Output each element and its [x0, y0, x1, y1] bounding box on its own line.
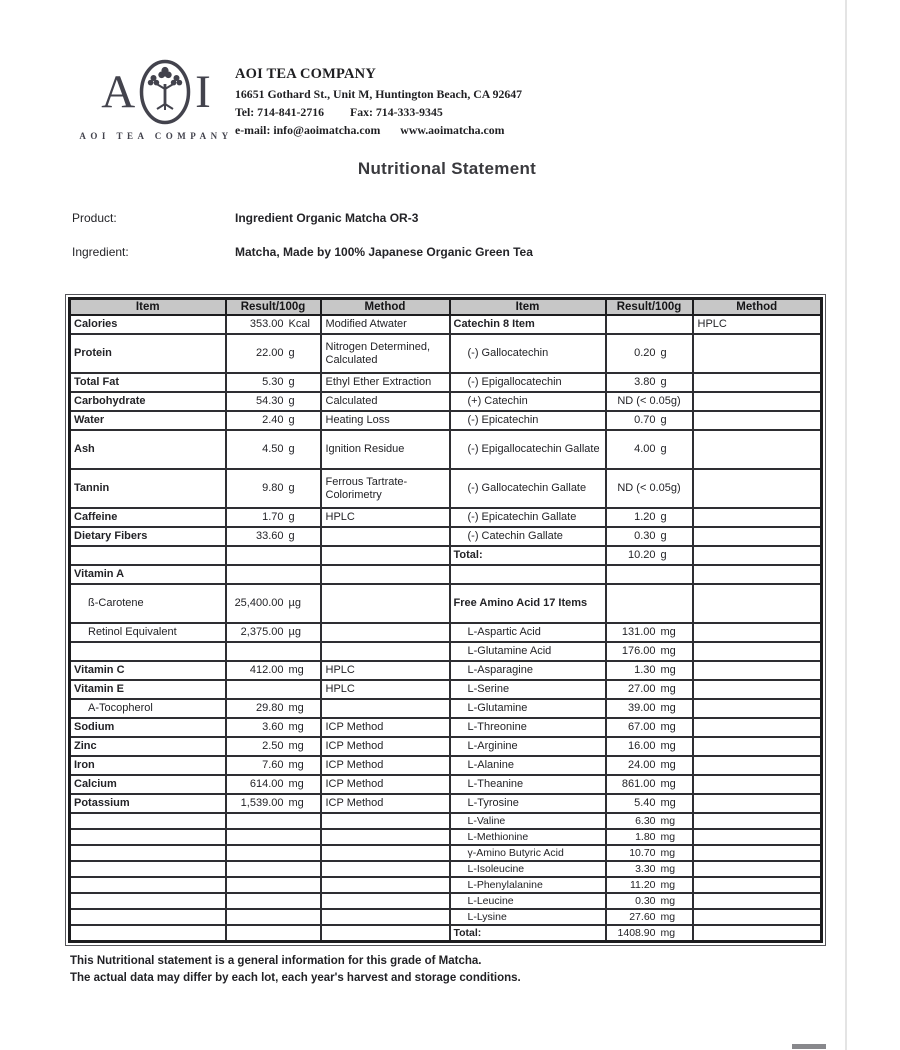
item-cell: Iron: [70, 756, 226, 775]
method-cell: [321, 642, 450, 661]
item-cell: L-Methionine: [450, 829, 606, 845]
item-cell: [70, 546, 226, 565]
result-cell: 39.00 mg: [606, 699, 693, 718]
result-cell: 6.30 mg: [606, 813, 693, 829]
table-row: [70, 861, 822, 877]
method-cell: ICP Method: [321, 718, 450, 737]
result-cell: [226, 909, 321, 925]
result-cell: [606, 584, 693, 623]
method-cell: [321, 909, 450, 925]
result-cell: 2.50 mg: [226, 737, 321, 756]
result-cell: 1.80 mg: [606, 829, 693, 845]
method-cell: [693, 794, 822, 813]
item-cell: γ-Amino Butyric Acid: [450, 845, 606, 861]
result-cell: 10.20 g: [606, 546, 693, 565]
item-cell: Retinol Equivalent: [70, 623, 226, 642]
table-row: [70, 334, 822, 373]
item-cell: (-) Gallocatechin Gallate: [450, 469, 606, 508]
result-cell: 5.40 mg: [606, 794, 693, 813]
result-cell: 4.50 g: [226, 430, 321, 469]
table-row: [70, 775, 822, 794]
item-cell: Sodium: [70, 718, 226, 737]
method-cell: [693, 775, 822, 794]
method-cell: [693, 699, 822, 718]
method-cell: Ethyl Ether Extraction: [321, 373, 450, 392]
method-cell: [693, 411, 822, 430]
item-cell: Protein: [70, 334, 226, 373]
table-row: [70, 813, 822, 829]
table-row: [70, 680, 822, 699]
table-row: [70, 584, 822, 623]
item-cell: ß-Carotene: [70, 584, 226, 623]
table-row: [70, 392, 822, 411]
method-cell: ICP Method: [321, 775, 450, 794]
result-cell: [226, 861, 321, 877]
result-cell: 353.00 Kcal: [226, 315, 321, 334]
item-cell: A-Tocopherol: [70, 699, 226, 718]
result-cell: [606, 315, 693, 334]
table-row: [70, 893, 822, 909]
result-cell: 3.80 g: [606, 373, 693, 392]
item-cell: [70, 829, 226, 845]
method-cell: Ferrous Tartrate-Colorimetry: [321, 469, 450, 508]
table-row: [70, 469, 822, 508]
result-cell: ND (< 0.05g): [606, 392, 693, 411]
column-header: Method: [321, 299, 450, 316]
table-header-row: [70, 299, 822, 316]
item-cell: [70, 893, 226, 909]
item-cell: (-) Catechin Gallate: [450, 527, 606, 546]
table-row: [70, 527, 822, 546]
company-logo: [74, 58, 238, 141]
method-cell: HPLC: [321, 508, 450, 527]
method-cell: [693, 737, 822, 756]
result-cell: 11.20 mg: [606, 877, 693, 893]
item-cell: L-Leucine: [450, 893, 606, 909]
table-row: [70, 737, 822, 756]
method-cell: Modified Atwater: [321, 315, 450, 334]
item-cell: (-) Epigallocatechin Gallate: [450, 430, 606, 469]
result-cell: 614.00 mg: [226, 775, 321, 794]
item-cell: Total:: [450, 925, 606, 941]
company-tel: Tel: 714-841-2716: [235, 105, 325, 119]
method-cell: [693, 680, 822, 699]
item-cell: (+) Catechin: [450, 392, 606, 411]
method-cell: [693, 546, 822, 565]
table-row: [70, 794, 822, 813]
column-header: Result/100g: [226, 299, 321, 316]
item-cell: (-) Epigallocatechin: [450, 373, 606, 392]
table-row: [70, 508, 822, 527]
method-cell: [321, 813, 450, 829]
item-cell: L-Arginine: [450, 737, 606, 756]
item-cell: Total:: [450, 546, 606, 565]
company-name: AOI TEA COMPANY: [235, 66, 377, 82]
item-cell: Vitamin E: [70, 680, 226, 699]
table-row: [70, 642, 822, 661]
footer-note: [70, 953, 521, 988]
column-header: Result/100g: [606, 299, 693, 316]
item-cell: L-Alanine: [450, 756, 606, 775]
item-cell: L-Lysine: [450, 909, 606, 925]
page-title: Nutritional Statement: [357, 159, 537, 178]
table-row: [70, 845, 822, 861]
result-cell: 4.00 g: [606, 430, 693, 469]
table-row: [70, 411, 822, 430]
method-cell: Heating Loss: [321, 411, 450, 430]
item-cell: L-Theanine: [450, 775, 606, 794]
method-cell: [693, 845, 822, 861]
company-contact-line: [235, 123, 522, 138]
item-cell: L-Glutamine: [450, 699, 606, 718]
item-cell: Caffeine: [70, 508, 226, 527]
item-cell: L-Tyrosine: [450, 794, 606, 813]
item-cell: Potassium: [70, 794, 226, 813]
result-cell: 25,400.00 µg: [226, 584, 321, 623]
method-cell: HPLC: [321, 661, 450, 680]
result-cell: [226, 845, 321, 861]
result-cell: [606, 565, 693, 584]
result-cell: 412.00 mg: [226, 661, 321, 680]
scan-artifact-smudge: [792, 1044, 826, 1049]
company-email: e-mail: info@aoimatcha.com: [235, 123, 381, 137]
result-cell: 0.20 g: [606, 334, 693, 373]
result-cell: [226, 877, 321, 893]
product-row: [72, 211, 418, 225]
result-cell: 5.30 g: [226, 373, 321, 392]
method-cell: [693, 430, 822, 469]
result-cell: 1.20 g: [606, 508, 693, 527]
result-cell: [226, 893, 321, 909]
table-row: [70, 430, 822, 469]
item-cell: Tannin: [70, 469, 226, 508]
method-cell: [321, 623, 450, 642]
result-cell: [226, 680, 321, 699]
ingredient-row: [72, 245, 533, 259]
method-cell: [693, 813, 822, 829]
result-cell: 16.00 mg: [606, 737, 693, 756]
method-cell: [693, 893, 822, 909]
table-row: [70, 373, 822, 392]
item-cell: Vitamin A: [70, 565, 226, 584]
result-cell: 27.00 mg: [606, 680, 693, 699]
item-cell: Ash: [70, 430, 226, 469]
logo-letter-i: I: [195, 65, 211, 118]
method-cell: [321, 877, 450, 893]
item-cell: (-) Epicatechin Gallate: [450, 508, 606, 527]
result-cell: [226, 829, 321, 845]
result-cell: ND (< 0.05g): [606, 469, 693, 508]
method-cell: [321, 584, 450, 623]
item-cell: [70, 861, 226, 877]
result-cell: [226, 565, 321, 584]
table-row: [70, 925, 822, 941]
method-cell: [693, 661, 822, 680]
item-cell: L-Aspartic Acid: [450, 623, 606, 642]
result-cell: 1,539.00 mg: [226, 794, 321, 813]
item-cell: (-) Gallocatechin: [450, 334, 606, 373]
table-row: [70, 546, 822, 565]
method-cell: [693, 565, 822, 584]
result-cell: 2,375.00 µg: [226, 623, 321, 642]
item-cell: Calcium: [70, 775, 226, 794]
footer-line-1: This Nutritional statement is a general information for this grade of Matcha.: [70, 955, 482, 967]
logo-mark: [74, 58, 238, 126]
table-row: [70, 565, 822, 584]
table-row: [70, 829, 822, 845]
item-cell: [70, 909, 226, 925]
result-cell: 3.30 mg: [606, 861, 693, 877]
item-cell: Calories: [70, 315, 226, 334]
column-header: Method: [693, 299, 822, 316]
item-cell: L-Glutamine Acid: [450, 642, 606, 661]
item-cell: L-Valine: [450, 813, 606, 829]
scan-artifact-line: [845, 0, 847, 1050]
item-cell: Dietary Fibers: [70, 527, 226, 546]
method-cell: ICP Method: [321, 756, 450, 775]
result-cell: 24.00 mg: [606, 756, 693, 775]
table-row: [70, 877, 822, 893]
method-cell: [693, 584, 822, 623]
result-cell: 1.30 mg: [606, 661, 693, 680]
ingredient-value: Matcha, Made by 100% Japanese Organic Green Tea: [235, 245, 533, 259]
method-cell: ICP Method: [321, 737, 450, 756]
item-cell: Vitamin C: [70, 661, 226, 680]
method-cell: [693, 909, 822, 925]
item-cell: Zinc: [70, 737, 226, 756]
column-header: Item: [70, 299, 226, 316]
table-row: [70, 909, 822, 925]
company-address: 16651 Gothard St., Unit M, Huntington Beach, CA 92647: [235, 87, 523, 101]
method-cell: [693, 925, 822, 941]
result-cell: 7.60 mg: [226, 756, 321, 775]
item-cell: (-) Epicatechin: [450, 411, 606, 430]
method-cell: HPLC: [693, 315, 822, 334]
method-cell: [693, 469, 822, 508]
method-cell: [693, 642, 822, 661]
table-row: [70, 661, 822, 680]
result-cell: 54.30 g: [226, 392, 321, 411]
result-cell: [226, 642, 321, 661]
method-cell: [321, 527, 450, 546]
company-fax: Fax: 714-333-9345: [350, 105, 443, 119]
method-cell: [321, 861, 450, 877]
result-cell: 1.70 g: [226, 508, 321, 527]
method-cell: [321, 546, 450, 565]
result-cell: 3.60 mg: [226, 718, 321, 737]
method-cell: [693, 623, 822, 642]
company-website: www.aoimatcha.com: [400, 123, 505, 137]
result-cell: [226, 546, 321, 565]
item-cell: [70, 845, 226, 861]
method-cell: [693, 527, 822, 546]
method-cell: [321, 699, 450, 718]
method-cell: [693, 756, 822, 775]
method-cell: [321, 925, 450, 941]
result-cell: 0.30 g: [606, 527, 693, 546]
column-header: Item: [450, 299, 606, 316]
result-cell: 0.30 mg: [606, 893, 693, 909]
logo-letter-a: A: [101, 65, 136, 118]
company-info: [235, 66, 522, 141]
table-row: [70, 699, 822, 718]
item-cell: L-Threonine: [450, 718, 606, 737]
method-cell: Calculated: [321, 392, 450, 411]
item-cell: [70, 925, 226, 941]
result-cell: [226, 813, 321, 829]
item-cell: Free Amino Acid 17 Items: [450, 584, 606, 623]
nutrition-table: [68, 297, 823, 943]
table-row: [70, 623, 822, 642]
method-cell: [693, 392, 822, 411]
method-cell: [321, 893, 450, 909]
table-row: [70, 315, 822, 334]
item-cell: [70, 877, 226, 893]
logo-caption: AOI TEA COMPANY: [79, 131, 233, 141]
result-cell: 1408.90 mg: [606, 925, 693, 941]
ingredient-label: Ingredient:: [72, 245, 129, 259]
method-cell: Nitrogen Determined, Calculated: [321, 334, 450, 373]
method-cell: [321, 829, 450, 845]
method-cell: [693, 718, 822, 737]
method-cell: [693, 861, 822, 877]
method-cell: Ignition Residue: [321, 430, 450, 469]
item-cell: L-Isoleucine: [450, 861, 606, 877]
item-cell: [70, 642, 226, 661]
company-phone-line: [235, 105, 522, 120]
item-cell: [70, 813, 226, 829]
result-cell: 10.70 mg: [606, 845, 693, 861]
method-cell: [321, 845, 450, 861]
item-cell: Catechin 8 Item: [450, 315, 606, 334]
result-cell: 27.60 mg: [606, 909, 693, 925]
result-cell: 0.70 g: [606, 411, 693, 430]
product-value: Ingredient Organic Matcha OR-3: [235, 211, 419, 225]
result-cell: 33.60 g: [226, 527, 321, 546]
method-cell: [693, 334, 822, 373]
footer-line-2: The actual data may differ by each lot, each year's harvest and storage conditions.: [70, 972, 521, 985]
method-cell: ICP Method: [321, 794, 450, 813]
method-cell: [693, 829, 822, 845]
result-cell: 9.80 g: [226, 469, 321, 508]
item-cell: Total Fat: [70, 373, 226, 392]
method-cell: [693, 877, 822, 893]
result-cell: 29.80 mg: [226, 699, 321, 718]
result-cell: 861.00 mg: [606, 775, 693, 794]
result-cell: 2.40 g: [226, 411, 321, 430]
result-cell: [226, 925, 321, 941]
result-cell: 22.00 g: [226, 334, 321, 373]
logo-tree-icon: [138, 58, 192, 126]
result-cell: 176.00 mg: [606, 642, 693, 661]
method-cell: HPLC: [321, 680, 450, 699]
item-cell: [450, 565, 606, 584]
item-cell: L-Serine: [450, 680, 606, 699]
result-cell: 67.00 mg: [606, 718, 693, 737]
method-cell: [693, 508, 822, 527]
result-cell: 131.00 mg: [606, 623, 693, 642]
table-row: [70, 756, 822, 775]
item-cell: Water: [70, 411, 226, 430]
item-cell: Carbohydrate: [70, 392, 226, 411]
item-cell: L-Asparagine: [450, 661, 606, 680]
method-cell: [693, 373, 822, 392]
table-row: [70, 718, 822, 737]
item-cell: L-Phenylalanine: [450, 877, 606, 893]
product-label: Product:: [72, 211, 117, 225]
method-cell: [321, 565, 450, 584]
